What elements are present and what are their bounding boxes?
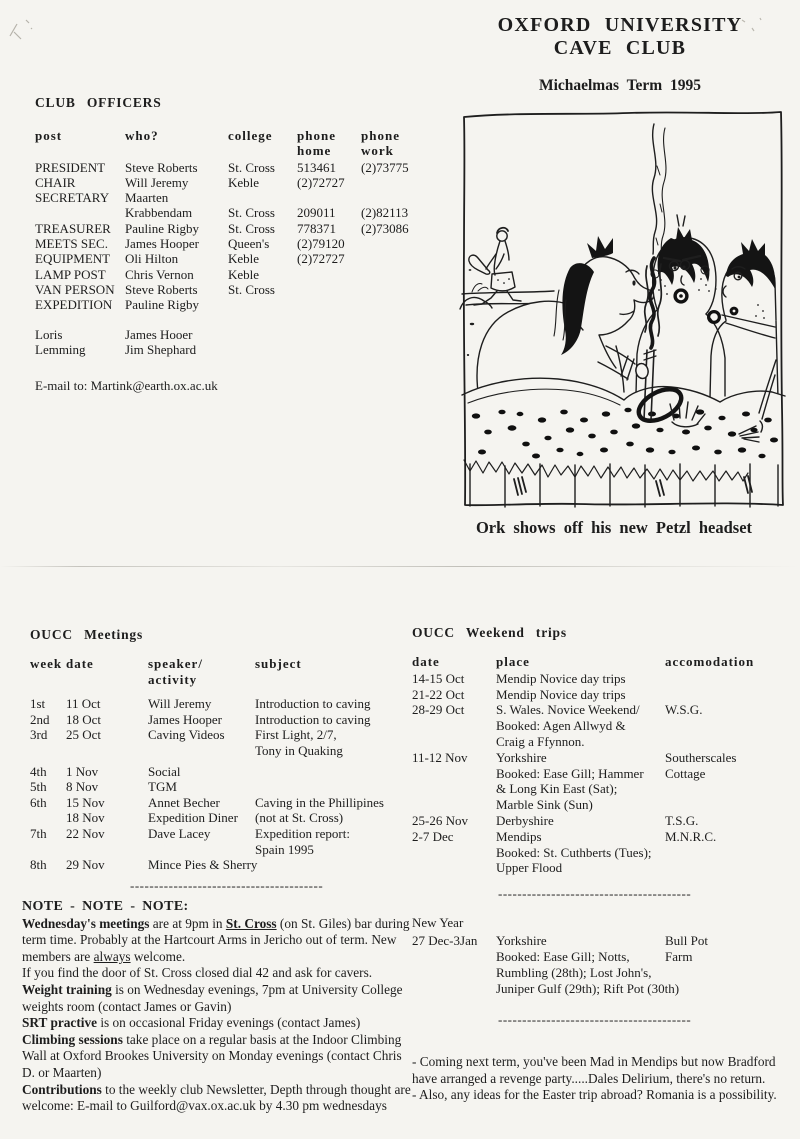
cell: Pauline Rigby xyxy=(125,220,200,236)
cell: (2)72727 xyxy=(297,174,345,190)
cell xyxy=(228,190,297,205)
cell: 513461 xyxy=(297,159,336,175)
cell: St. Cross xyxy=(228,159,275,175)
cell: Chris Vernon xyxy=(125,266,194,282)
cell: W.S.G. xyxy=(665,702,703,718)
cell: SECRETARY xyxy=(35,190,110,206)
cell: TREASURER xyxy=(35,220,111,236)
cell: James Hooper xyxy=(125,236,200,252)
cell: Annet Becher xyxy=(148,794,220,810)
cell: Jim Shephard xyxy=(125,342,197,358)
cell: Caving in the Phillipines xyxy=(255,794,384,810)
cell: 5th xyxy=(30,779,47,795)
cell: Expedition Diner xyxy=(148,810,238,826)
officers-table xyxy=(35,160,413,313)
cell: Social xyxy=(148,763,181,779)
smoke-plume xyxy=(652,124,666,256)
cell: TGM xyxy=(148,779,177,795)
column-header: week xyxy=(30,656,63,671)
cell: 8th xyxy=(30,857,47,873)
note-paragraph xyxy=(22,1032,417,1082)
text-run: are at 9pm in xyxy=(149,915,226,931)
fur-fringe xyxy=(464,460,748,481)
cartoon-caption: Ork shows off his new Petzl headset xyxy=(475,518,753,537)
cell: Krabbendam xyxy=(125,205,193,221)
cell: Introduction to caving xyxy=(255,696,371,712)
cell xyxy=(255,857,396,873)
cell: 15 Nov xyxy=(66,794,105,810)
cell: Caving Videos xyxy=(148,727,225,743)
cell: Maarten xyxy=(125,190,169,206)
cell: Keble xyxy=(228,174,260,190)
cell: Derbyshire xyxy=(496,812,554,828)
notes-heading: NOTE - NOTE - NOTE: xyxy=(22,899,189,914)
cell xyxy=(361,297,413,312)
cell: Expedition report: Spain 1995 xyxy=(255,825,350,857)
cell xyxy=(361,236,413,251)
trips-table xyxy=(412,671,798,876)
cell: (2)79120 xyxy=(297,236,345,252)
text-run: Weight training xyxy=(22,981,112,997)
meetings-section xyxy=(30,627,416,894)
cell: St. Cross xyxy=(228,281,275,297)
cell xyxy=(297,267,361,282)
cell: Queen's xyxy=(228,236,270,252)
cell xyxy=(361,282,413,297)
cell: 4th xyxy=(30,763,47,779)
cell: Bull Pot Farm xyxy=(665,933,708,964)
dashed-divider: ---------------------------------------- xyxy=(130,877,324,893)
cell: Oli Hilton xyxy=(125,251,179,267)
cell xyxy=(255,764,396,780)
cell: Mendips Booked: St. Cuthberts (Tues); Upper Flood xyxy=(496,828,652,876)
meetings-table xyxy=(30,696,416,873)
cell: Yorkshire Booked: Ease Gill; Notts, Rumbling (28th); Lost John's, Juniper Gulf (29th); Rift Pot (30th) xyxy=(496,933,680,996)
section-heading: CLUB OFFICERS xyxy=(35,95,162,110)
cell: 25-26 Nov xyxy=(412,812,468,828)
text-run: always xyxy=(93,948,131,964)
cell: (2)73775 xyxy=(361,159,409,175)
text-run: (on St. Giles) bar during term time. Probably at the Hartcourt Arms in Jericho out of term. New members are xyxy=(22,915,410,964)
cell: EXPEDITION xyxy=(35,297,113,313)
column-header: college xyxy=(228,128,273,143)
club-title-line1: OXFORD UNIVERSITY xyxy=(497,14,743,36)
cell: Mince Pies & Sherry xyxy=(148,857,258,873)
cell: 11-12 Nov xyxy=(412,749,468,765)
club-title-line2: CAVE CLUB xyxy=(553,37,687,59)
note-paragraph xyxy=(22,1015,417,1032)
cell xyxy=(297,297,361,312)
club-roles-list xyxy=(35,327,413,358)
column-header: speaker/ activity xyxy=(148,656,203,687)
meetings-table-header xyxy=(30,656,416,687)
cell: Mendip Novice day trips xyxy=(496,686,626,702)
cell: 3rd xyxy=(30,727,48,743)
cell xyxy=(361,190,413,205)
cell: CHAIR xyxy=(35,174,76,190)
new-year-row xyxy=(412,933,798,996)
note-paragraph: If you find the door of St. Cross closed dial 42 and ask for cavers. xyxy=(22,965,373,981)
figure-right-caveman xyxy=(709,239,778,398)
column-header: date xyxy=(66,656,94,671)
trips-table-header xyxy=(412,654,798,670)
figure-middle-caveman xyxy=(636,215,725,396)
cell: 21-22 Oct xyxy=(412,686,465,702)
section-heading: OUCC Weekend trips xyxy=(412,625,567,640)
cell: 6th xyxy=(30,794,47,810)
cell: Southerscales Cottage xyxy=(665,749,737,781)
cell: St. Cross xyxy=(228,220,275,236)
column-header: who? xyxy=(125,128,159,143)
cell xyxy=(255,779,396,795)
cell: Yorkshire Booked: Ease Gill; Hammer & Long Kin East (Sat); Marble Sink (Sun) xyxy=(496,749,644,813)
column-header: place xyxy=(496,654,530,669)
contact-email: E-mail to: Martink@earth.ox.ac.uk xyxy=(35,377,218,393)
column-header: accomodation xyxy=(665,654,755,669)
text-run: is on occasional Friday evenings (contact James) xyxy=(97,1015,361,1031)
figure-ork xyxy=(477,236,654,392)
cell: Loris xyxy=(35,326,63,342)
cell: Will Jeremy xyxy=(125,174,189,190)
closing-paragraph: - Also, any ideas for the Easter trip abroad? Romania is a possibility. xyxy=(412,1087,777,1103)
cell: S. Wales. Novice Weekend/ Booked: Agen Allwyd & Craig a Ffynnon. xyxy=(496,702,640,749)
cell: 29 Nov xyxy=(66,857,105,873)
cell: 25 Oct xyxy=(66,727,102,743)
weekend-trips-section xyxy=(412,625,798,1104)
cell: 27 Dec-3Jan xyxy=(412,933,478,949)
cell: 11 Oct xyxy=(66,696,101,712)
fur-wall xyxy=(462,378,785,481)
cell xyxy=(35,205,125,220)
column-header: post xyxy=(35,128,63,143)
note-paragraph xyxy=(22,916,417,966)
cell: Keble xyxy=(228,251,260,267)
cell: 22 Nov xyxy=(66,825,105,841)
cell: Dave Lacey xyxy=(148,825,211,841)
cell xyxy=(361,267,413,282)
cell xyxy=(30,810,66,826)
text-run: take place on a regular basis at the Indoor Climbing Wall at Oxford Brookes University on Monday evenings (contact Chris D. or Maarten) xyxy=(22,1031,402,1080)
cell xyxy=(665,687,798,703)
cell: 8 Nov xyxy=(66,779,99,795)
closing-paragraph: - Coming next term, you've been Mad in Mendips but now Bradford have arranged a revenge party.....Dales Delirium, there's no return. xyxy=(412,1054,776,1086)
cell: Steve Roberts xyxy=(125,159,198,175)
text-run: welcome. xyxy=(130,948,186,964)
cell: 14-15 Oct xyxy=(412,670,465,686)
fence-planks xyxy=(470,464,778,507)
cell: EQUIPMENT xyxy=(35,251,111,267)
cell: 209011 xyxy=(297,205,336,221)
cell xyxy=(665,671,798,687)
cell: 28-29 Oct xyxy=(412,702,465,718)
cell: 1 Nov xyxy=(66,763,99,779)
text-run: Climbing sessions xyxy=(22,1031,123,1047)
column-header: phone work xyxy=(361,128,400,159)
term-title: Michaelmas Term 1995 xyxy=(538,77,702,94)
text-run: Contributions xyxy=(22,1081,102,1097)
cell: MEETS SEC. xyxy=(35,236,108,252)
closing-notes xyxy=(412,1054,795,1103)
club-officers-section xyxy=(35,95,413,394)
cell xyxy=(228,297,297,312)
note-paragraph xyxy=(22,982,417,1015)
cell xyxy=(361,175,413,190)
cell xyxy=(297,282,361,297)
cell: (2)72727 xyxy=(297,251,345,267)
cell: LAMP POST xyxy=(35,266,106,282)
officers-table-header xyxy=(35,128,413,159)
column-header: subject xyxy=(255,656,302,671)
column-header: date xyxy=(412,654,440,669)
cell: 2nd xyxy=(30,711,50,727)
section-heading: OUCC Meetings xyxy=(30,627,144,642)
cartoon-illustration xyxy=(458,108,788,512)
cell: Mendip Novice day trips xyxy=(496,670,626,686)
text-run: St. Cross xyxy=(225,915,277,931)
cell: Steve Roberts xyxy=(125,281,198,297)
dashed-divider: ---------------------------------------- xyxy=(498,886,692,902)
text-run: is on Wednesday evenings, 7pm at University College weights room (contact James or Gavin) xyxy=(22,981,403,1014)
cell: T.S.G. xyxy=(665,812,699,828)
cell: Pauline Rigby xyxy=(125,297,200,313)
dashed-divider: ---------------------------------------- xyxy=(498,1012,692,1028)
note-paragraph xyxy=(22,1082,417,1115)
text-run: SRT practive xyxy=(22,1015,98,1031)
cell: James Hooer xyxy=(125,326,193,342)
cell: VAN PERSON xyxy=(35,281,115,297)
cell xyxy=(361,251,413,266)
scan-seam xyxy=(0,566,800,567)
cell xyxy=(297,190,361,205)
masthead xyxy=(448,14,792,95)
cell: Introduction to caving xyxy=(255,711,371,727)
cell: M.N.R.C. xyxy=(665,828,717,844)
cell: 18 Nov xyxy=(66,810,105,826)
cell: St. Cross xyxy=(228,205,275,221)
text-run: to the weekly club Newsletter, Depth through thought are welcome: E-mail to Guilford@vax.ox.ac.uk by 4.30 pm wednesdays xyxy=(22,1081,411,1114)
new-year-label: New Year xyxy=(412,915,464,931)
cell: Lemming xyxy=(35,342,86,358)
cell: 7th xyxy=(30,825,47,841)
column-header: phone home xyxy=(297,128,336,159)
cell: 778371 xyxy=(297,220,336,236)
cell: (2)82113 xyxy=(361,205,409,221)
cell: Will Jeremy xyxy=(148,696,212,712)
cell: (not at St. Cross) xyxy=(255,810,344,826)
text-run: Wednesday's meetings xyxy=(22,915,150,931)
scan-speck xyxy=(4,12,38,46)
cell: 1st xyxy=(30,696,46,712)
cell: First Light, 2/7, Tony in Quaking xyxy=(255,727,343,758)
cell: Keble xyxy=(228,266,260,282)
cell: (2)73086 xyxy=(361,220,409,236)
cell: 18 Oct xyxy=(66,711,102,727)
cell: PRESIDENT xyxy=(35,159,106,175)
cell: James Hooper xyxy=(148,711,223,727)
notes-section xyxy=(22,899,417,1115)
cell: 2-7 Dec xyxy=(412,828,454,844)
